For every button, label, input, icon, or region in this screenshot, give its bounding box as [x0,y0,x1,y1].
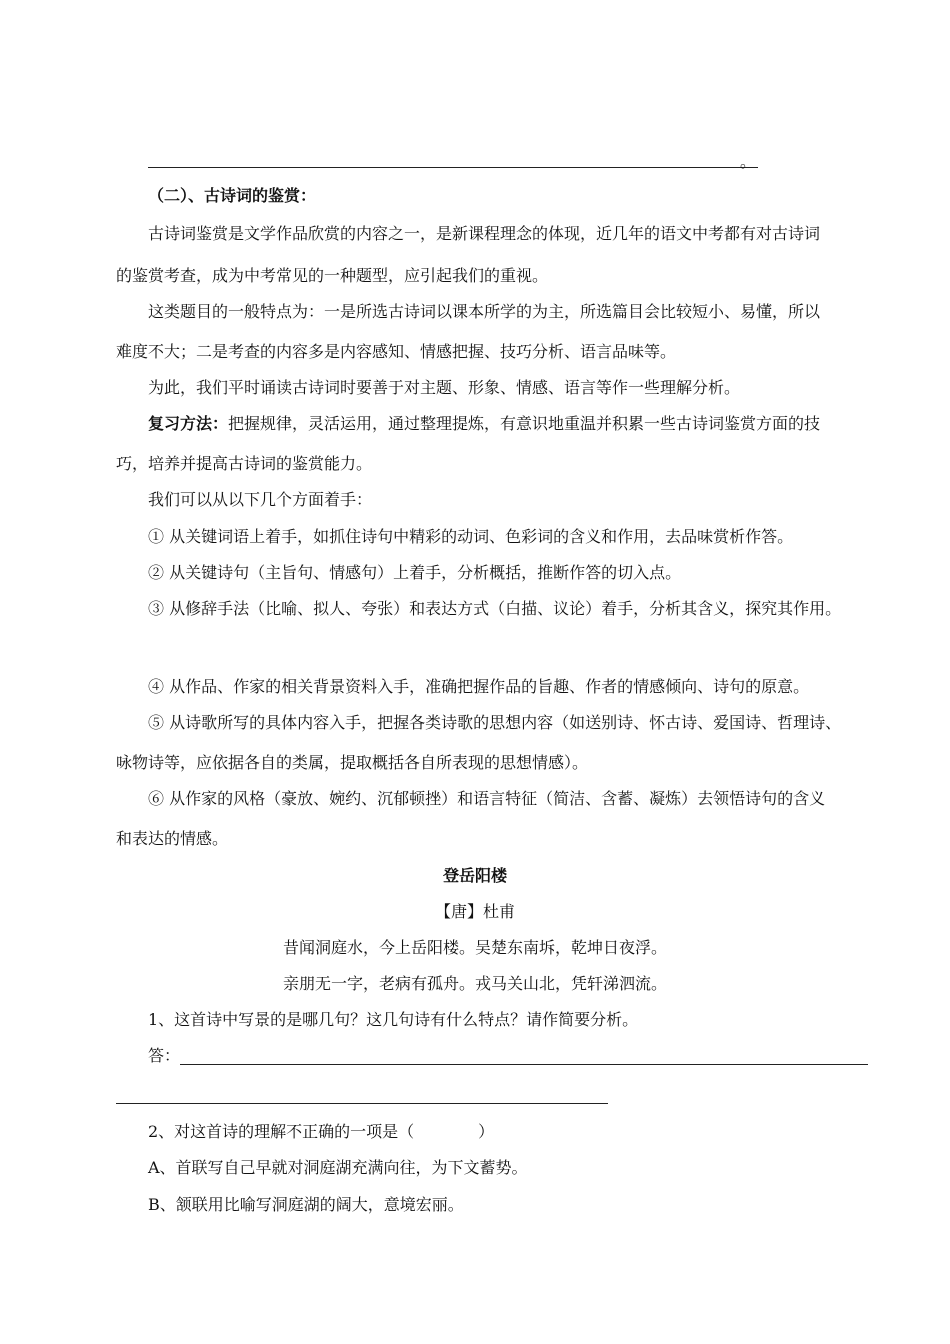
poem-line-1: 昔闻洞庭水，今上岳阳楼。吴楚东南坼，乾坤日夜浮。 [282,938,667,957]
method-item-1: ① 从关键词语上着手，如抓住诗句中精彩的动词、色彩词的含义和作用，去品味赏析作答。 [148,527,794,546]
method-item-6: ⑥ 从作家的风格（豪放、婉约、沉郁顿挫）和语言特征（简洁、含蓄、凝炼）去领悟诗句的含义 [148,789,826,808]
answer-line-end-mark: 。 [740,152,757,171]
question-1: 1、这首诗中写景的是哪几句？这几句诗有什么特点？请作简要分析。 [148,1010,639,1029]
intro-p3: 为此，我们平时诵读古诗词时要善于对主题、形象、情感、语言等作一些理解分析。 [148,378,741,397]
intro-p1-line2: 的鉴赏考查，成为中考常见的一种题型，应引起我们的重视。 [116,266,549,285]
method-item-3: ③ 从修辞手法（比喻、拟人、夸张）和表达方式（白描、议论）着手，分析其含义，探究其作用。 [148,599,842,618]
answer-line-top [148,167,758,168]
section-heading: （二）、古诗词的鉴赏： [148,186,317,205]
method-item-6-cont: 和表达的情感。 [116,829,229,848]
intro-p2-line1: 这类题目的一般特点为：一是所选古诗词以课本所学的为主，所选篇目会比较短小、易懂，所以 [148,302,821,321]
answer-line-1[interactable] [180,1064,868,1065]
intro-p1-line1: 古诗词鉴赏是文学作品欣赏的内容之一，是新课程理念的体现，近几年的语文中考都有对古诗词 [148,224,821,243]
intro-p2-line2: 难度不大；二是考查的内容多是内容感知、情感把握、技巧分析、语言品味等。 [116,342,677,361]
method-item-5: ⑤ 从诗歌所写的具体内容入手，把握各类诗歌的思想内容（如送别诗、怀古诗、爱国诗、哲理诗、 [148,713,842,732]
method-item-4: ④ 从作品、作家的相关背景资料入手，准确把握作品的旨趣、作者的情感倾向、诗句的原意。 [148,677,810,696]
poem-title: 登岳阳楼 [442,866,507,885]
option-a: A、首联写自己早就对洞庭湖充满向往，为下文蓄势。 [148,1158,528,1177]
method-line2: 巧，培养并提高古诗词的鉴赏能力。 [116,454,373,473]
question-2: 2、对这首诗的理解不正确的一项是（ ） [148,1122,495,1141]
poem-author: 【唐】杜甫 [434,902,515,921]
poem-line-2: 亲朋无一字，老病有孤舟。戎马关山北，凭轩涕泗流。 [282,974,667,993]
method-label: 复习方法： [148,414,229,433]
method-item-2: ② 从关键诗句（主旨句、情感句）上着手，分析概括，推断作答的切入点。 [148,563,682,582]
method-line1 [148,414,820,434]
method-item-5-cont: 咏物诗等，应依据各自的类属，提取概括各自所表现的思想情感）。 [116,753,589,772]
answer-line-2[interactable] [116,1103,608,1104]
method-lead: 我们可以从以下几个方面着手： [148,490,373,509]
answer-label: 答： [148,1046,181,1065]
option-b: B、颔联用比喻写洞庭湖的阔大，意境宏丽。 [148,1195,464,1214]
method-text: 把握规律，灵活运用，通过整理提炼，有意识地重温并积累一些古诗词鉴赏方面的技 [228,414,821,433]
